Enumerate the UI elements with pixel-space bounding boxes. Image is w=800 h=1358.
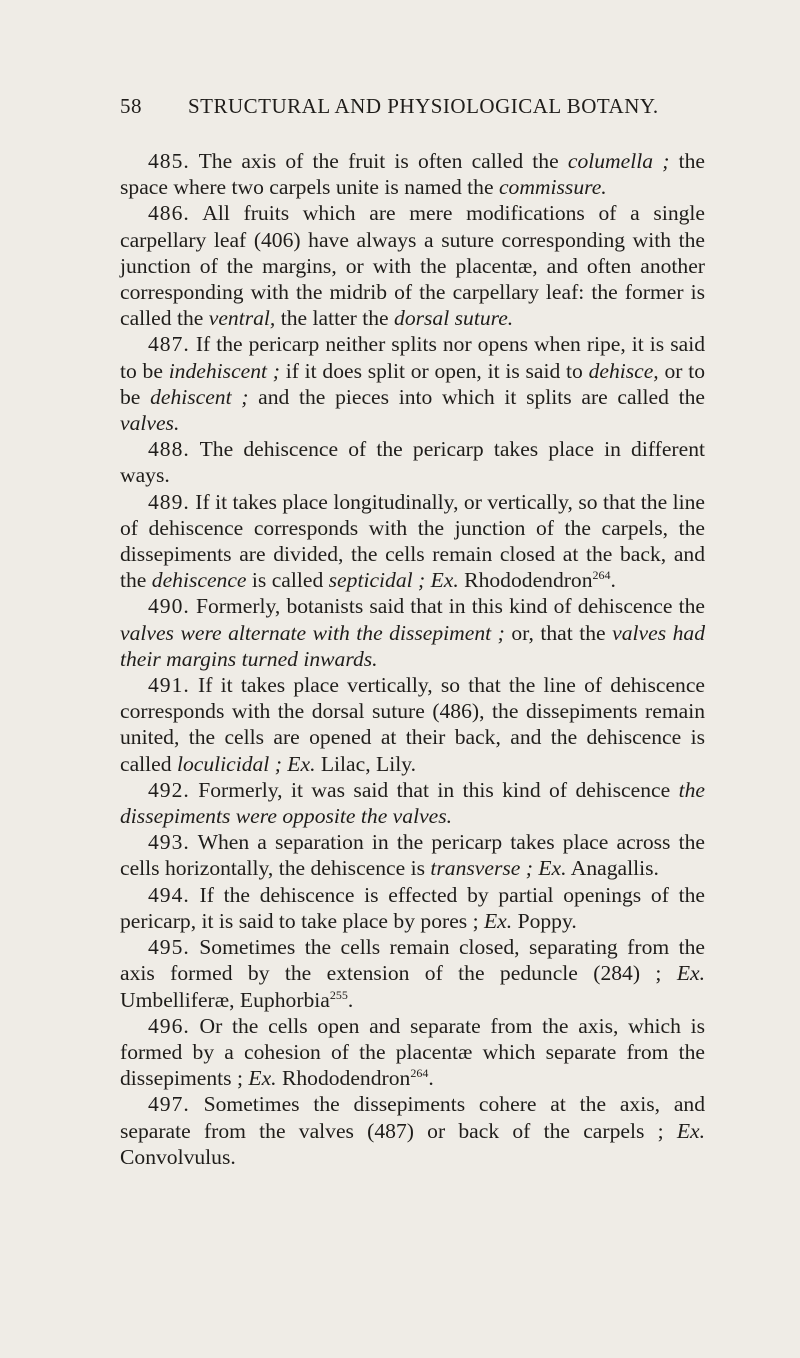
page-body [120, 148, 705, 1170]
figure-reference: 255 [329, 987, 348, 1002]
paragraph-485: 485. The axis of the fruit is often called the columella ; the space where two carpels unite is named the commissure. [120, 149, 705, 200]
paragraph-489: 489. If it takes place longitudinally, or vertically, so that the line of dehiscence corresponds with the junction of the carpels, the dissepiments are divided, the cells remain closed at the back, and the dehiscence is called septicidal ; Ex. Rhododendron$^{264}$. [120, 489, 705, 593]
paragraph-497: 497. Sometimes the dissepiments cohere at the axis, and separate from the valves (487) or back of the carpels ; Ex. Convolvulus. [120, 1092, 705, 1169]
paragraph-number: 493. [148, 830, 190, 855]
paragraph-491: 491. If it takes place vertically, so that the line of dehiscence corresponds with the dorsal suture (486), the dissepiments remain united, the cells are opened at their back, and the dehiscence is called loculicidal ; Ex. Lilac, Lily. [120, 673, 705, 776]
paragraph-492: 492. Formerly, it was said that in this kind of dehiscence the dissepiments were opposite the valves. [120, 777, 705, 829]
paragraph-number: 486. [148, 201, 190, 226]
paragraph-number: 487. [148, 332, 190, 357]
figure-reference: 264 [410, 1065, 429, 1080]
paragraph-number: 489. [148, 489, 190, 514]
paragraph-number: 495. [148, 935, 190, 960]
paragraph-486: 486. All fruits which are mere modifications of a single carpellary leaf (406) have always a suture corresponding with the junction of the margins, or with the placentæ, and often another corresponding with the midrib of the carpellary leaf: the former is called the ventral, the latter the dorsal suture. [120, 201, 705, 331]
figure-reference: 264 [592, 568, 611, 583]
paragraph-488: 488. The dehiscence of the pericarp takes place in different ways. [120, 437, 705, 488]
paragraph-number: 494. [148, 882, 190, 907]
page-number: 58 [120, 94, 142, 118]
paragraph-number: 496. [148, 1013, 190, 1038]
paragraph-496: 496. Or the cells open and separate from the axis, which is formed by a cohesion of the placentæ which separate from the dissepiments ; Ex. Rhododendron$^{264}$. [120, 1013, 705, 1091]
paragraph-number: 491. [148, 673, 190, 698]
running-title: STRUCTURAL AND PHYSIOLOGICAL BOTANY. [188, 94, 659, 118]
paragraph-number: 490. [148, 594, 190, 619]
paragraph-number: 492. [148, 777, 190, 802]
paragraph-number: 485. [148, 149, 190, 173]
paragraph-number: 488. [148, 437, 190, 462]
paragraph-number: 497. [148, 1092, 190, 1117]
paragraph-490: 490. Formerly, botanists said that in this kind of dehiscence the valves were alternate with the dissepiment ; or, that the valves had their margins turned inwards. [120, 594, 705, 671]
paragraph-495: 495. Sometimes the cells remain closed, separating from the axis formed by the extension of the peduncle (284) ; Ex. Umbelliferæ, Euphorbia$^{255}$. [120, 935, 705, 1012]
paragraph-487: 487. If the pericarp neither splits nor opens when ripe, it is said to be indehiscent ; if it does split or open, it is said to dehisce, or to be dehiscent ; and the pieces into which it splits are called the valves. [120, 332, 706, 436]
paragraph-494: 494. If the dehiscence is effected by partial openings of the pericarp, it is said to take place by pores ; Ex. Poppy. [120, 882, 705, 933]
paragraph-493: 493. When a separation in the pericarp takes place across the cells horizontally, the dehiscence is transverse ; Ex. Anagallis. [120, 830, 705, 881]
